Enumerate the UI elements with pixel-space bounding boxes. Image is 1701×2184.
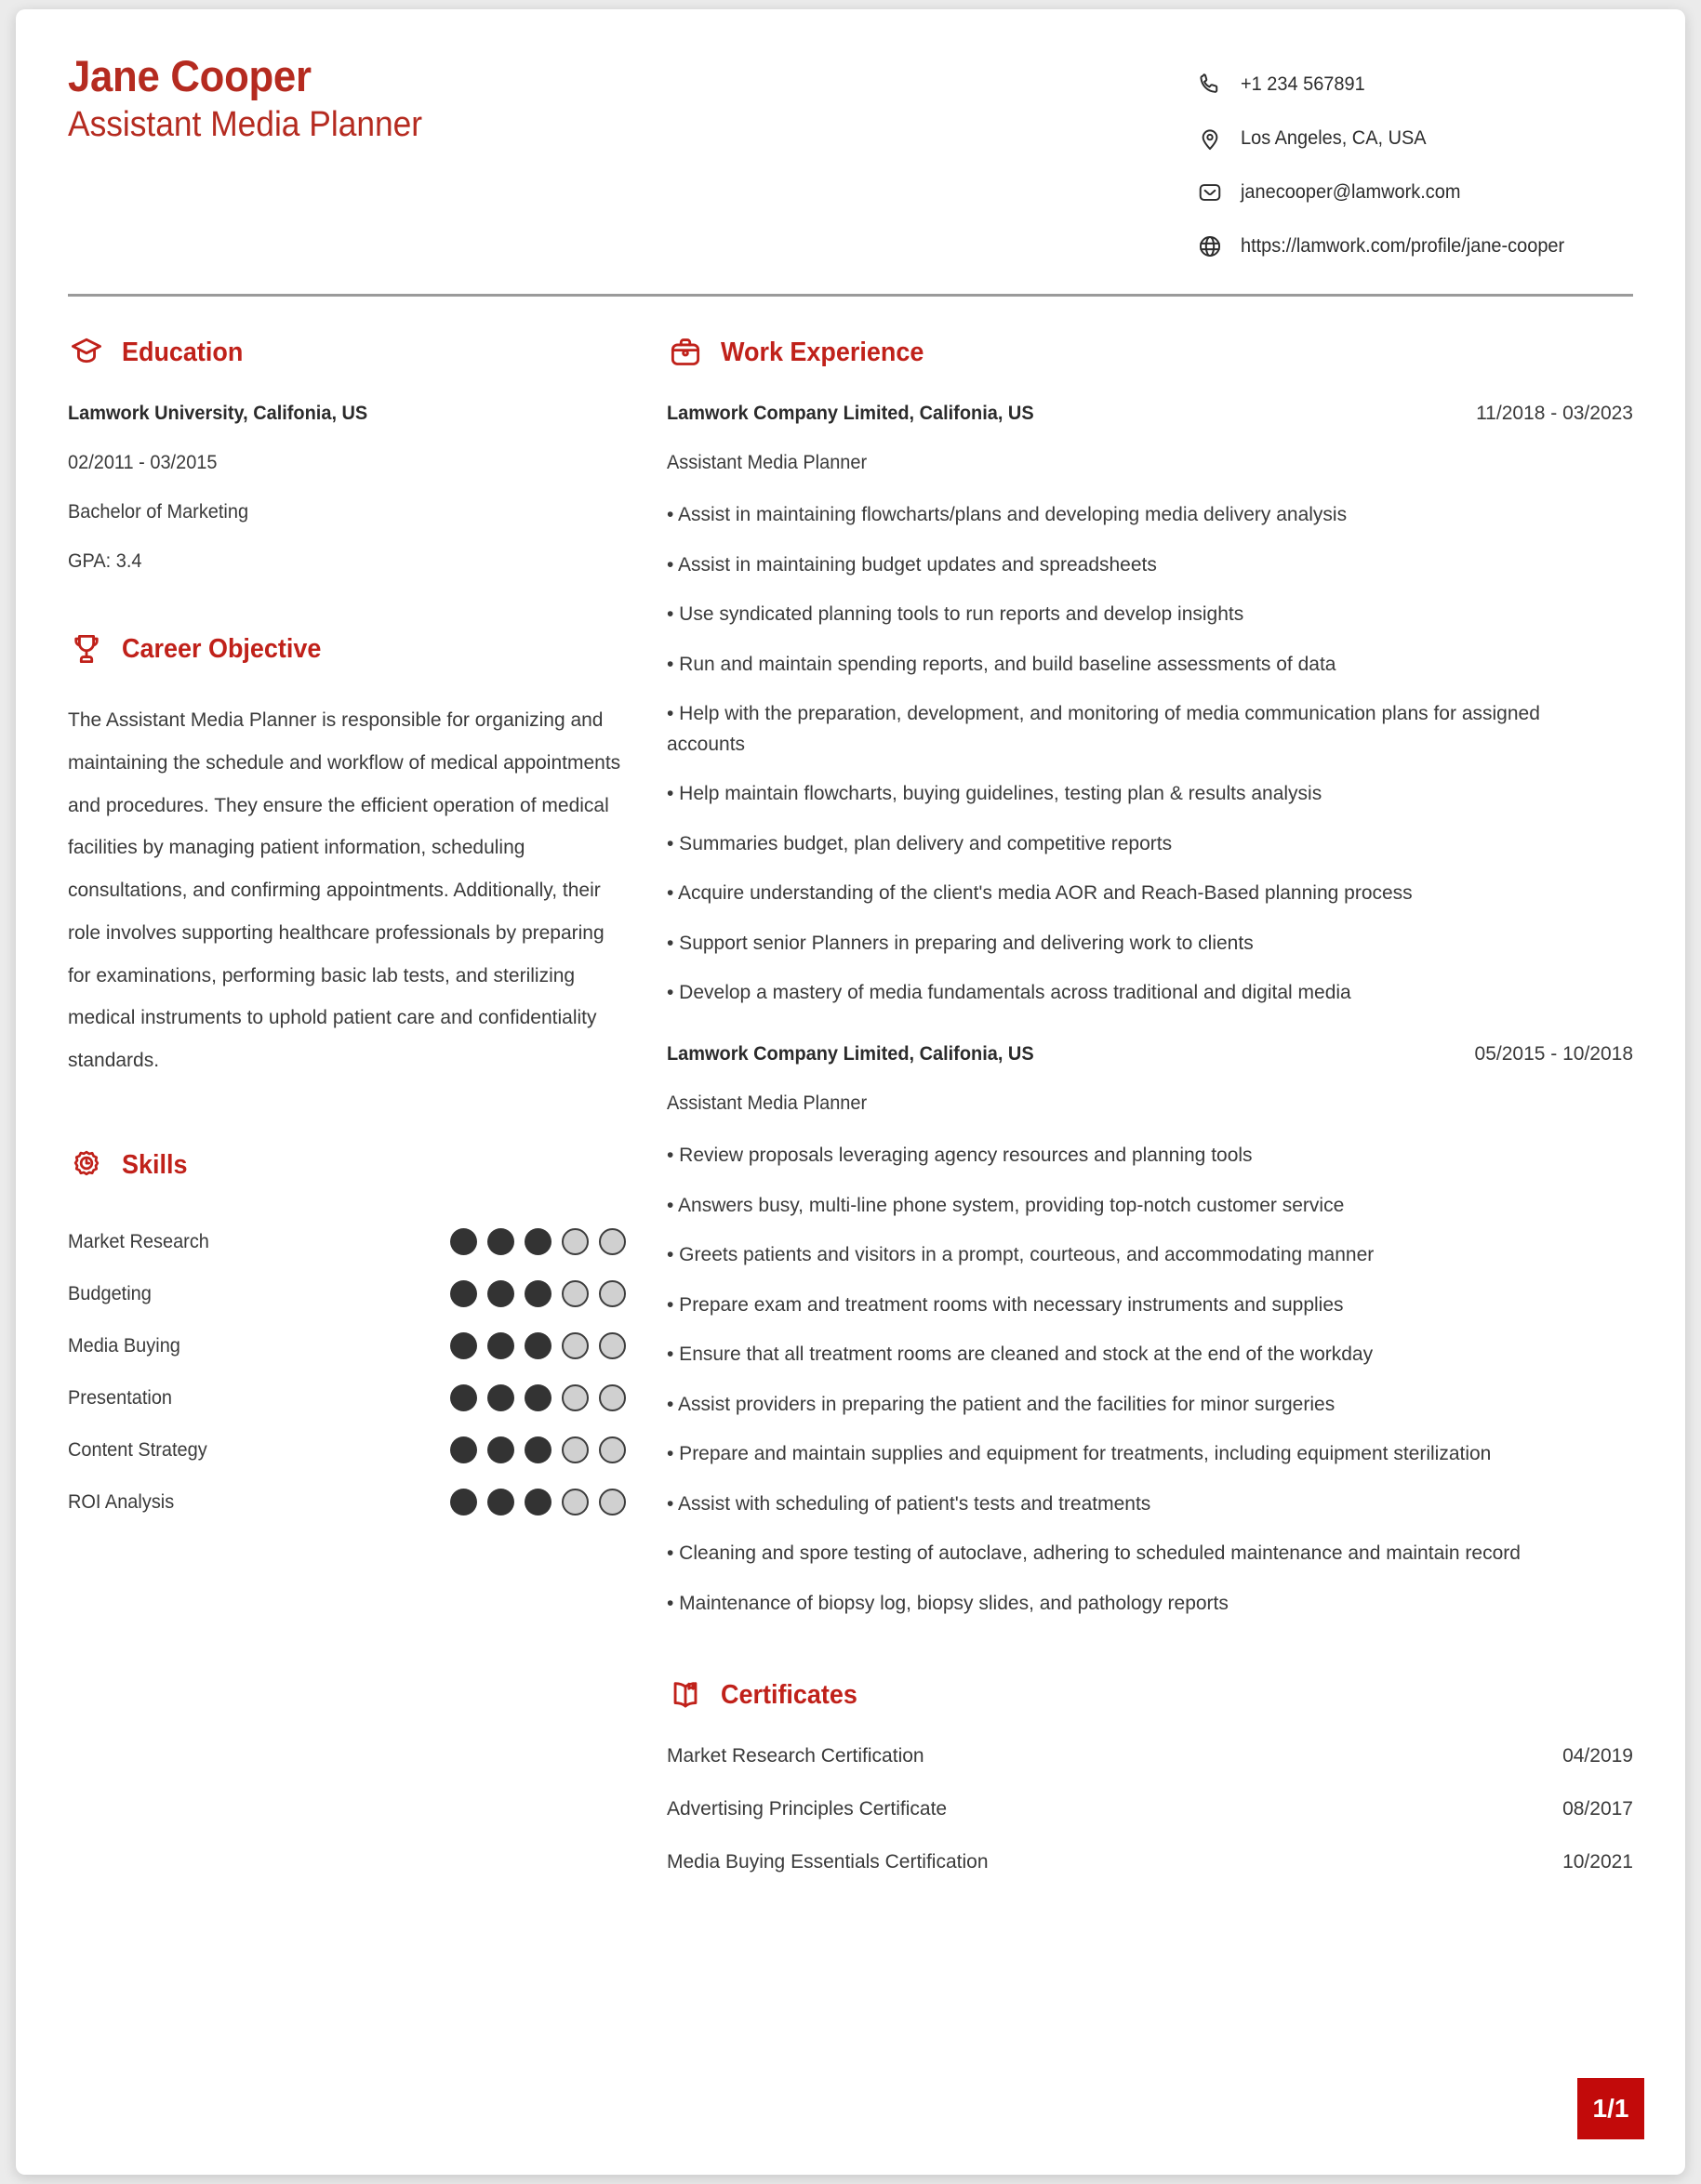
certificates-heading: Certificates bbox=[721, 1679, 857, 1710]
contact-location-text: Los Angeles, CA, USA bbox=[1241, 127, 1427, 149]
resume-header bbox=[68, 45, 1633, 273]
certificate-row bbox=[667, 1798, 1633, 1820]
work-experience-entry bbox=[667, 1043, 1633, 1619]
jobs-list bbox=[667, 403, 1633, 1619]
job-header bbox=[667, 403, 1633, 425]
certificate-name: Media Buying Essentials Certification bbox=[667, 1851, 989, 1873]
phone-icon bbox=[1196, 71, 1224, 99]
job-company: Lamwork Company Limited, Califonia, US bbox=[667, 1043, 1034, 1066]
skill-row bbox=[68, 1424, 626, 1476]
certificate-date: 04/2019 bbox=[1562, 1745, 1633, 1767]
briefcase-icon bbox=[667, 334, 704, 371]
job-dates: 05/2015 - 10/2018 bbox=[1474, 1043, 1633, 1066]
skill-rating bbox=[450, 1280, 626, 1307]
graduation-cap-icon bbox=[68, 334, 105, 371]
location-pin-icon bbox=[1196, 125, 1224, 152]
contact-phone[interactable] bbox=[1196, 58, 1628, 112]
contact-location[interactable] bbox=[1196, 112, 1628, 165]
rating-dot-filled bbox=[525, 1280, 551, 1307]
certificate-date: 10/2021 bbox=[1562, 1851, 1633, 1873]
education-degree: Bachelor of Marketing bbox=[68, 501, 249, 523]
rating-dot-filled bbox=[450, 1489, 477, 1516]
work-experience-heading: Work Experience bbox=[721, 337, 924, 367]
job-bullet: • Answers busy, multi-line phone system, providing top-notch customer service bbox=[667, 1194, 1345, 1216]
job-bullet: • Use syndicated planning tools to run reports and develop insights bbox=[667, 603, 1244, 626]
rating-dot-empty bbox=[599, 1489, 626, 1516]
skill-row bbox=[68, 1372, 626, 1424]
skill-label: Budgeting bbox=[68, 1282, 152, 1304]
skill-rating bbox=[450, 1489, 626, 1516]
job-bullet: • Maintenance of biopsy log, biopsy slides, and pathology reports bbox=[667, 1592, 1229, 1614]
skill-rating bbox=[450, 1436, 626, 1463]
job-bullet: • Support senior Planners in preparing and delivering work to clients bbox=[667, 932, 1254, 954]
certificates-section-header bbox=[667, 1676, 1633, 1714]
rating-dot-empty bbox=[562, 1384, 589, 1411]
rating-dot-empty bbox=[599, 1384, 626, 1411]
rating-dot-empty bbox=[562, 1489, 589, 1516]
rating-dot-empty bbox=[599, 1436, 626, 1463]
skill-row bbox=[68, 1476, 626, 1529]
job-company: Lamwork Company Limited, Califonia, US bbox=[667, 403, 1034, 424]
job-title: Assistant Media Planner bbox=[68, 104, 423, 144]
job-bullet: • Prepare exam and treatment rooms with necessary instruments and supplies bbox=[667, 1293, 1344, 1316]
job-dates: 11/2018 - 03/2023 bbox=[1476, 403, 1633, 424]
skills-section-header bbox=[68, 1147, 645, 1185]
rating-dot-empty bbox=[562, 1280, 589, 1307]
rating-dot-filled bbox=[450, 1280, 477, 1307]
rating-dot-filled bbox=[487, 1228, 514, 1255]
job-bullet: • Assist in maintaining flowcharts/plans and developing media delivery analysis bbox=[667, 504, 1348, 525]
certificates-list bbox=[667, 1745, 1633, 1873]
right-column bbox=[645, 334, 1633, 1904]
rating-dot-empty bbox=[599, 1332, 626, 1359]
rating-dot-filled bbox=[525, 1228, 551, 1255]
certificate-date: 08/2017 bbox=[1562, 1798, 1633, 1820]
job-bullet: • Greets patients and visitors in a prompt, courteous, and accommodating manner bbox=[667, 1244, 1375, 1266]
skill-rating bbox=[450, 1228, 626, 1255]
skill-rating bbox=[450, 1332, 626, 1359]
left-column bbox=[68, 334, 645, 1904]
rating-dot-filled bbox=[450, 1228, 477, 1255]
certificate-row bbox=[667, 1851, 1633, 1873]
rating-dot-filled bbox=[487, 1436, 514, 1463]
certificate-name: Market Research Certification bbox=[667, 1745, 924, 1767]
job-bullet: • Assist in maintaining budget updates and spreadsheets bbox=[667, 553, 1157, 576]
education-gpa: GPA: 3.4 bbox=[68, 550, 142, 572]
skill-label: Market Research bbox=[68, 1230, 209, 1252]
resume-page bbox=[16, 9, 1685, 2175]
skills-list bbox=[68, 1216, 645, 1529]
job-bullet: • Prepare and maintain supplies and equipment for treatments, including equipment sterilization bbox=[667, 1443, 1492, 1465]
rating-dot-empty bbox=[599, 1228, 626, 1255]
skill-row bbox=[68, 1268, 626, 1320]
job-bullet: • Assist with scheduling of patient's tests and treatments bbox=[667, 1492, 1151, 1515]
envelope-icon bbox=[1196, 179, 1224, 206]
rating-dot-filled bbox=[450, 1332, 477, 1359]
globe-icon bbox=[1196, 232, 1224, 260]
skill-row bbox=[68, 1216, 626, 1268]
skill-label: Content Strategy bbox=[68, 1438, 207, 1461]
rating-dot-filled bbox=[525, 1436, 551, 1463]
rating-dot-filled bbox=[525, 1384, 551, 1411]
identity-block bbox=[68, 52, 449, 146]
rating-dot-filled bbox=[525, 1332, 551, 1359]
skill-label: ROI Analysis bbox=[68, 1490, 175, 1513]
education-heading: Education bbox=[122, 337, 244, 367]
contact-list bbox=[1196, 58, 1633, 273]
education-entry bbox=[68, 403, 645, 573]
open-book-icon bbox=[667, 1676, 704, 1714]
page-title: Jane Cooper bbox=[68, 51, 312, 100]
job-header bbox=[667, 1043, 1633, 1066]
contact-website[interactable] bbox=[1196, 219, 1628, 273]
job-bullet: • Help maintain flowcharts, buying guidelines, testing plan & results analysis bbox=[667, 783, 1322, 805]
trophy-icon bbox=[68, 630, 105, 668]
job-bullet: • Ensure that all treatment rooms are cleaned and stock at the end of the workday bbox=[667, 1343, 1374, 1366]
job-bullet: • Cleaning and spore testing of autoclave, adhering to scheduled maintenance and maintain record bbox=[667, 1542, 1521, 1565]
contact-phone-text: +1 234 567891 bbox=[1241, 73, 1365, 95]
work-experience-entry bbox=[667, 403, 1633, 1009]
job-role: Assistant Media Planner bbox=[667, 452, 868, 473]
rating-dot-empty bbox=[562, 1228, 589, 1255]
job-bullet: • Summaries budget, plan delivery and competitive reports bbox=[667, 832, 1173, 854]
skill-label: Media Buying bbox=[68, 1334, 180, 1357]
job-bullet: • Acquire understanding of the client's media AOR and Reach-Based planning process bbox=[667, 882, 1413, 905]
rating-dot-filled bbox=[487, 1384, 514, 1411]
job-bullet: • Help with the preparation, development, and monitoring of media communication plans for assigned accounts bbox=[667, 703, 1540, 755]
job-bullet: • Run and maintain spending reports, and build baseline assessments of data bbox=[667, 653, 1336, 675]
certificate-row bbox=[667, 1745, 1633, 1767]
rating-dot-empty bbox=[599, 1280, 626, 1307]
career-objective-heading: Career Objective bbox=[122, 633, 322, 664]
contact-email-text: janecooper@lamwork.com bbox=[1241, 181, 1461, 203]
education-dates: 02/2011 - 03/2015 bbox=[68, 452, 218, 473]
rating-dot-filled bbox=[487, 1280, 514, 1307]
career-objective-text: The Assistant Media Planner is responsible for organizing and maintaining the schedule and workflow of medical appointments and procedures. They ensure the efficient operation of medical facilities by managing patient information, scheduling consultations, and confirming appointments. Additionally, their role involves supporting healthcare professionals by preparing for examinations, performing basic lab tests, and sterilizing medical instruments to uphold patient care and confidentiality standards. bbox=[68, 709, 621, 1072]
job-role: Assistant Media Planner bbox=[667, 1092, 868, 1115]
rating-dot-filled bbox=[525, 1489, 551, 1516]
contact-email[interactable] bbox=[1196, 165, 1628, 219]
job-bullet: • Assist providers in preparing the patient and the facilities for minor surgeries bbox=[667, 1393, 1336, 1415]
career-objective-section-header bbox=[68, 630, 645, 668]
skills-heading: Skills bbox=[122, 1150, 188, 1181]
page-number-badge: 1/1 bbox=[1577, 2078, 1644, 2139]
rating-dot-filled bbox=[450, 1384, 477, 1411]
rating-dot-filled bbox=[487, 1489, 514, 1516]
certificate-name: Advertising Principles Certificate bbox=[667, 1798, 948, 1820]
skill-label: Presentation bbox=[68, 1386, 173, 1409]
rating-dot-filled bbox=[487, 1332, 514, 1359]
header-divider bbox=[68, 294, 1633, 297]
job-bullet: • Review proposals leveraging agency resources and planning tools bbox=[667, 1145, 1253, 1167]
job-bullet: • Develop a mastery of media fundamentals across traditional and digital media bbox=[667, 982, 1351, 1004]
rating-dot-filled bbox=[450, 1436, 477, 1463]
skill-row bbox=[68, 1320, 626, 1372]
rating-dot-empty bbox=[562, 1332, 589, 1359]
education-section-header bbox=[68, 334, 645, 371]
contact-website-text: https://lamwork.com/profile/jane-cooper bbox=[1241, 235, 1565, 257]
rating-dot-empty bbox=[562, 1436, 589, 1463]
work-experience-section-header bbox=[667, 334, 1633, 371]
education-school: Lamwork University, Califonia, US bbox=[68, 403, 368, 424]
job-spacer bbox=[667, 1028, 1633, 1043]
skill-rating bbox=[450, 1384, 626, 1411]
gear-clock-icon bbox=[68, 1147, 105, 1185]
